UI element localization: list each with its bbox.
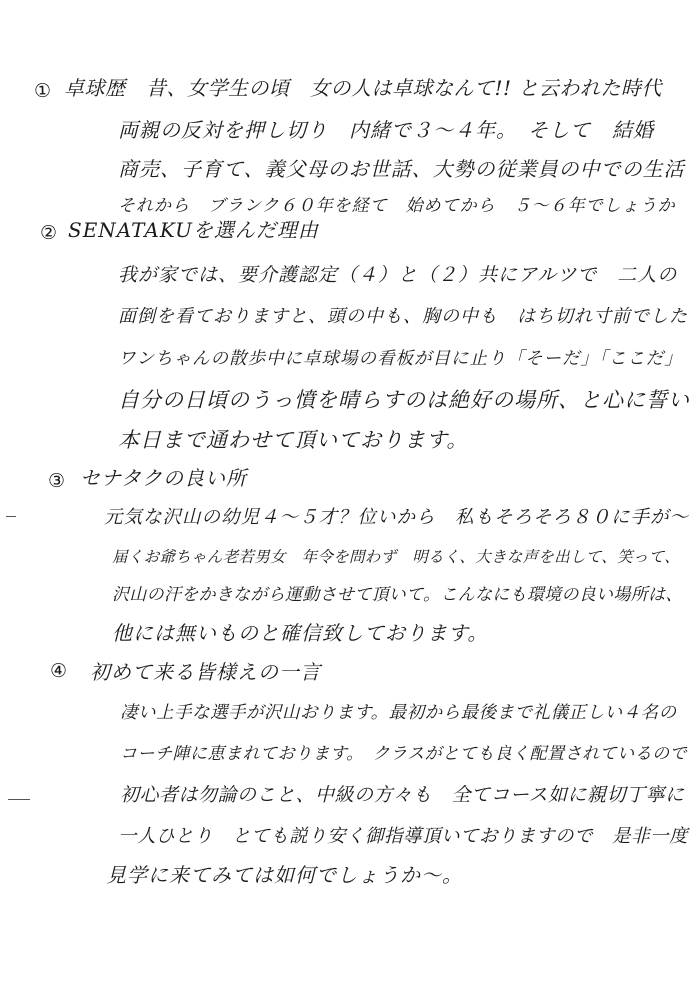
section-3-number: ③ bbox=[47, 469, 66, 493]
section-3-heading: セナタクの良い所 bbox=[80, 466, 247, 490]
section-4-line-2: コーチ陣に恵まれております。 クラスがとても良く配置されているので bbox=[120, 744, 688, 764]
section-3-line-4: 他には無いものと確信致しております。 bbox=[112, 621, 489, 645]
section-4-line-3: 初心者は勿論のこと、中級の方々も 全てコース如に親切丁寧に bbox=[120, 784, 685, 806]
section-4-heading: 初めて来る皆様えの一言 bbox=[90, 660, 321, 684]
section-1-line-1: 両親の反対を押し切り 内緒で３〜４年。 そして 結婚 bbox=[118, 118, 654, 142]
section-3-line-2: 届くお爺ちゃん老若男女 年令を問わず 明るく、大きな声を出して、笑って、 bbox=[112, 548, 680, 566]
section-1-number: ① bbox=[33, 79, 52, 103]
section-1-heading: 卓球歴 昔、女学生の頃 女の人は卓球なんて!! と云われた時代 bbox=[64, 76, 662, 100]
section-2-line-2: 面倒を看ておりますと、頭の中も、胸の中も はち切れ寸前でした bbox=[118, 306, 688, 327]
section-4-number: ④ bbox=[49, 659, 68, 683]
section-2-number: ② bbox=[39, 221, 58, 245]
margin-mark bbox=[6, 516, 16, 517]
section-4-line-1: 凄い上手な選手が沢山おります。最初から最後まで礼儀正しい４名の bbox=[120, 703, 677, 723]
section-1-line-3: それから ブランク６０年を経て 始めてから ５〜６年でしょうか bbox=[118, 196, 676, 216]
section-3-line-3: 沢山の汗をかきながら運動させて頂いて。こんなにも環境の良い場所は、 bbox=[112, 585, 683, 605]
section-2-line-4: 自分の日頃のうっ憤を晴らすのは絶好の場所、と心に誓い bbox=[118, 388, 690, 412]
section-1-line-2: 商売、子育て、義父母のお世話、大勢の従業員の中での生活 bbox=[118, 157, 685, 181]
section-2-heading: SENATAKUを選んだ理由 bbox=[68, 218, 319, 242]
section-3-line-1: 元気な沢山の幼児４〜５才？位いから 私もそろそろ８０に手が〜 bbox=[104, 507, 690, 528]
section-4-line-4: 一人ひとり とても説り安く御指導頂いておりますので 是非一度 bbox=[118, 826, 689, 847]
section-2-line-3: ワンちゃんの散歩中に卓球場の看板が目に止り「そーだ」「ここだ」 bbox=[118, 349, 683, 369]
margin-mark bbox=[8, 799, 30, 800]
section-2-line-5: 本日まで通わせて頂いております。 bbox=[118, 428, 469, 452]
section-4-line-5: 見学に来てみては如何でしょうか〜。 bbox=[106, 863, 463, 887]
section-2-line-1: 我が家では、要介護認定（４）と（２）共にアルツで 二人の bbox=[118, 264, 678, 286]
